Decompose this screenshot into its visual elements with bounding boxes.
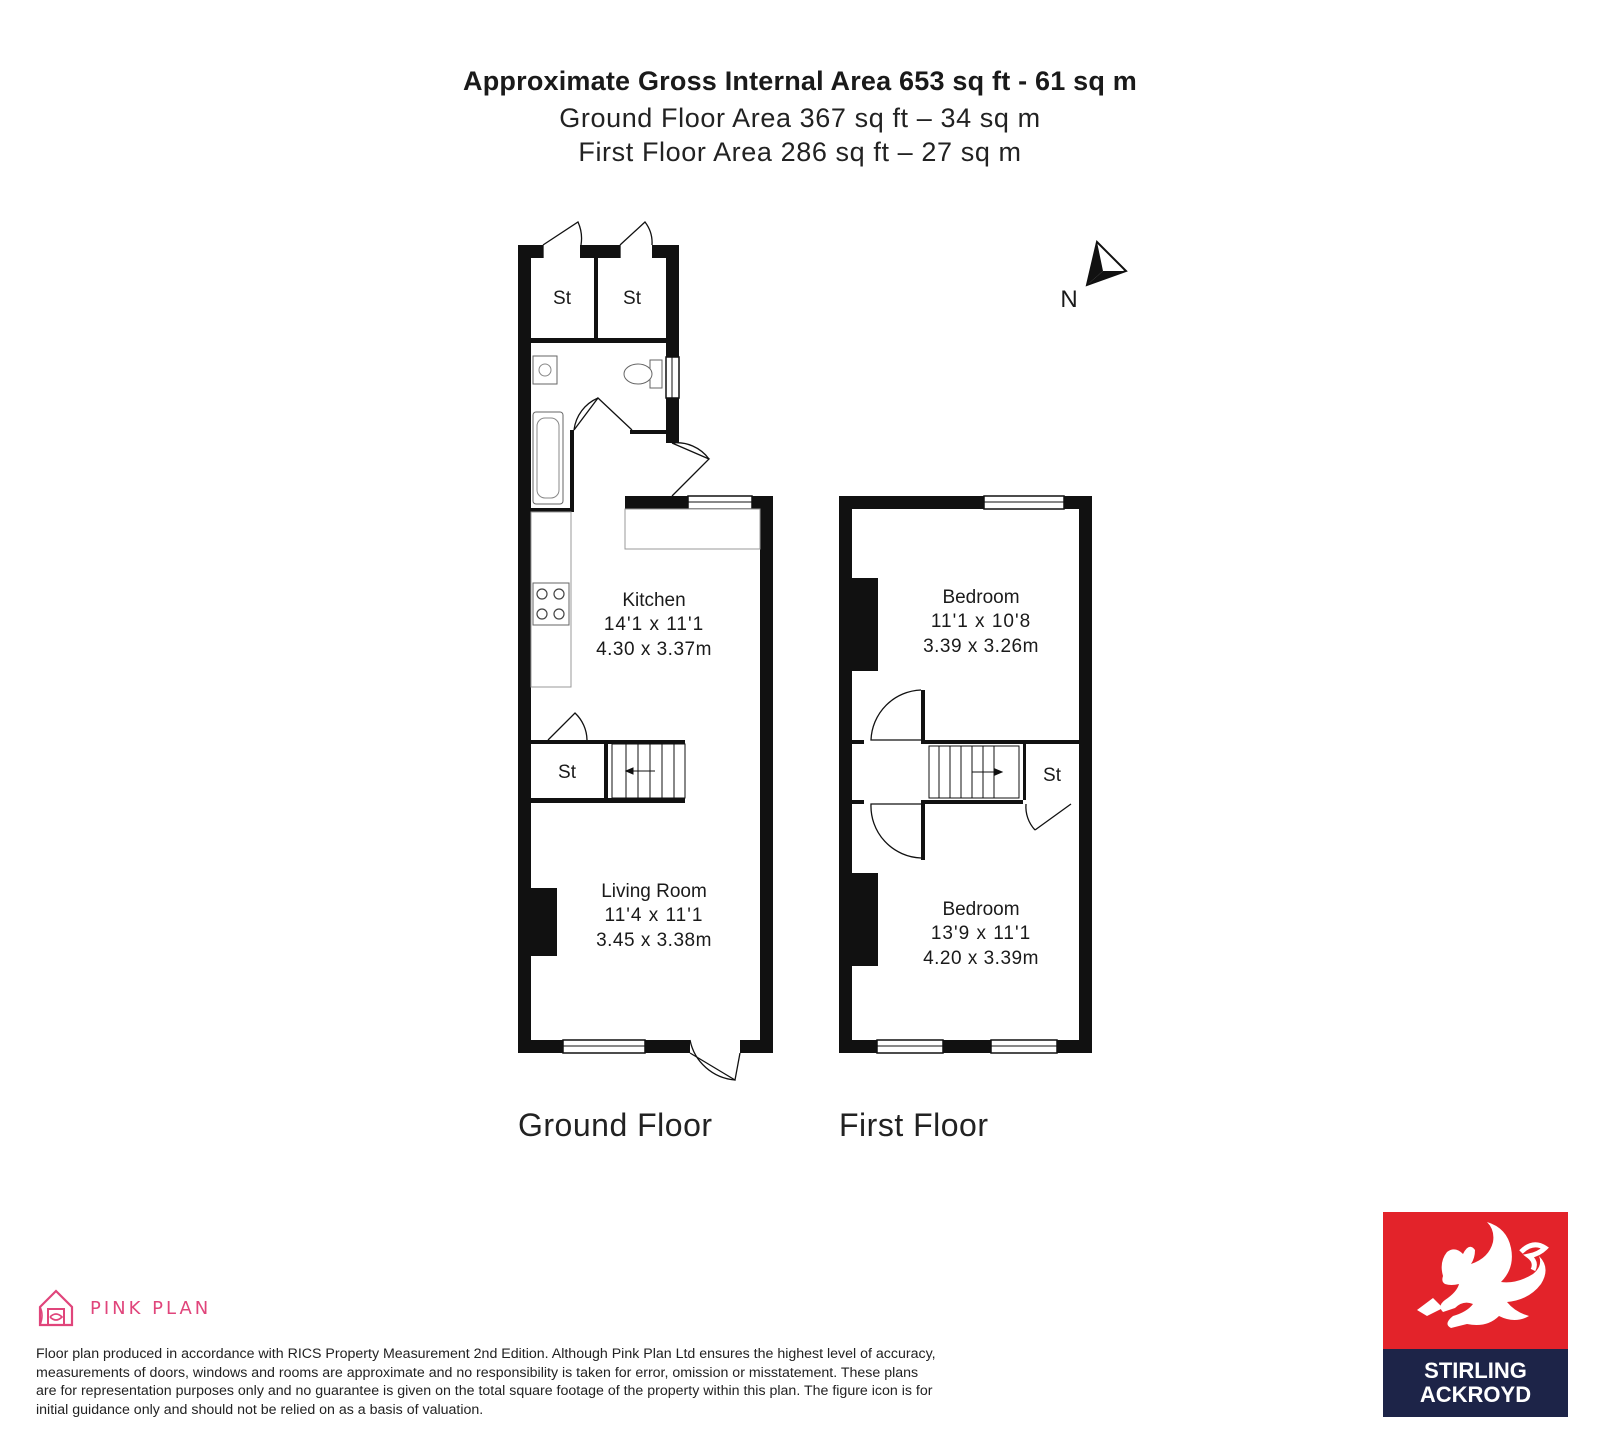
store-label-3: St (558, 762, 576, 783)
brand-navy-panel (1383, 1349, 1568, 1417)
disclaimer-text: Floor plan produced in accordance with RICS Property Measurement 2nd Edition. Although Pink Plan Ltd ensures the highest level of accuracy, measurements of doors, windows and rooms are approximate and no responsibility is taken for error, omission or misstatement. These plans are for representation purposes only and no guarantee is given on the total square footage of the property within this plan. The figure icon is for initial guidance only and should not be relied on as a basis of valuation. (36, 1346, 936, 1418)
store-label-2: St (623, 288, 641, 309)
first-floor-label: First Floor (839, 1107, 989, 1143)
brand-line-1: STIRLING (1424, 1358, 1527, 1383)
north-label: N (1060, 286, 1078, 313)
north-arrow-icon (1087, 242, 1126, 285)
ground-floor-label: Ground Floor (518, 1107, 713, 1143)
living-room-imperial: 11'4 x 11'1 (604, 905, 704, 926)
bedroom-1-imperial: 11'1 x 10'8 (930, 611, 1032, 632)
gross-area-title: Approximate Gross Internal Area 653 sq ft - 61 sq m (463, 66, 1137, 96)
griffin-icon (1383, 1212, 1568, 1349)
brand-line-2: ACKROYD (1419, 1382, 1532, 1407)
bedroom-1-metric: 3.39 x 3.26m (923, 636, 1039, 657)
kitchen-name: Kitchen (622, 590, 686, 611)
stirling-ackroyd-logo (1383, 1212, 1568, 1417)
pink-plan-logo (36, 1286, 211, 1330)
store-label-4: St (1043, 765, 1061, 786)
brand-red-panel (1383, 1212, 1568, 1349)
ground-floor-area: Ground Floor Area 367 sq ft – 34 sq m (559, 103, 1041, 133)
house-icon (36, 1287, 76, 1329)
living-room-name: Living Room (601, 881, 707, 902)
living-room-metric: 3.45 x 3.38m (596, 930, 712, 951)
pink-plan-name: PINK PLAN (90, 1297, 212, 1319)
bedroom-2-imperial: 13'9 x 11'1 (930, 923, 1032, 944)
kitchen-imperial: 14'1 x 11'1 (603, 614, 705, 635)
bedroom-2-metric: 4.20 x 3.39m (923, 948, 1039, 969)
bedroom-1-name: Bedroom (942, 587, 1020, 608)
kitchen-metric: 4.30 x 3.37m (596, 639, 712, 660)
bedroom-2-name: Bedroom (942, 899, 1020, 920)
store-label-1: St (553, 288, 571, 309)
first-floor-area: First Floor Area 286 sq ft – 27 sq m (578, 137, 1022, 167)
